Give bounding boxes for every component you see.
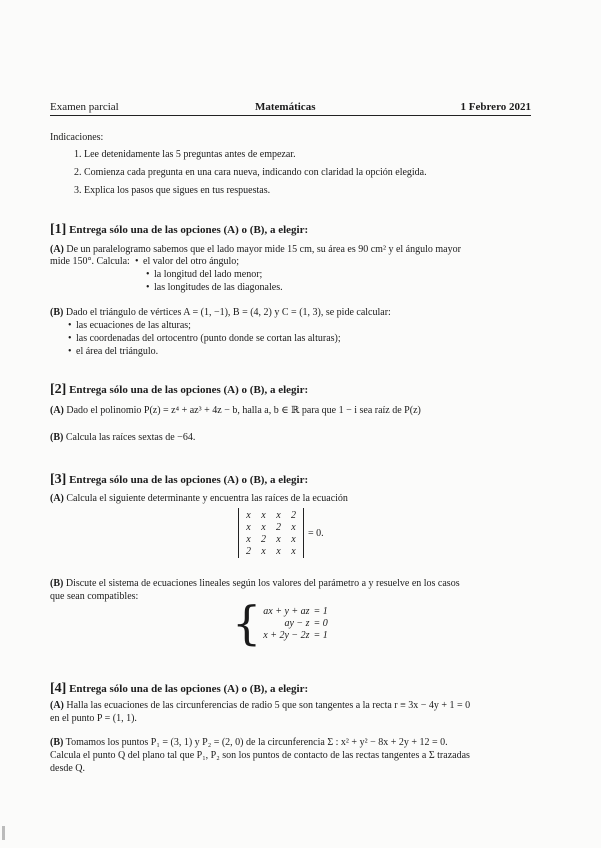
q1-option-a-line2: mide 150°. Calcula: xyxy=(50,256,130,267)
q3-option-a xyxy=(50,492,348,505)
option-label: (A) xyxy=(50,244,64,255)
equation-rhs: = 0. xyxy=(308,527,324,539)
option-label: (B) xyxy=(50,737,64,748)
option-text: Calcula las raíces sextas de −64. xyxy=(65,432,196,443)
q2-option-b xyxy=(50,431,195,444)
linear-system xyxy=(232,596,330,650)
q2-option-a xyxy=(50,404,421,417)
option-text: Dado el triángulo de vértices A = (1, −1), B = (4, 2) y C = (1, 3), se pide calcular: xyxy=(65,307,391,318)
system-brace: { xyxy=(232,596,262,650)
option-text: Dado el polinomio P(z) = z⁴ + az³ + 4z − b, halla a, b ∈ ℝ para que 1 − i sea raíz de P(z) xyxy=(66,405,421,416)
option-text: Calcula el siguiente determinante y encuentra las raíces de la ecuación xyxy=(66,493,348,504)
question-instruction: Entrega sólo una de las opciones (A) o (B), a elegir: xyxy=(69,683,309,695)
question-instruction: Entrega sólo una de las opciones (A) o (B), a elegir: xyxy=(69,384,309,396)
question-number: [4] xyxy=(50,681,67,696)
q1-b-item: • las ecuaciones de las alturas; xyxy=(68,319,191,332)
q1-a-item: • las longitudes de las diagonales. xyxy=(146,281,283,294)
instruction-item: 2. Comienza cada pregunta en una cara nueva, indicando con claridad la opción elegida. xyxy=(74,167,427,178)
question-instruction: Entrega sólo una de las opciones (A) o (B), a elegir: xyxy=(69,474,309,486)
header-right: 1 Febrero 2021 xyxy=(460,101,531,113)
q3-option-b-line1 xyxy=(50,577,460,590)
q4-option-b-line1 xyxy=(50,736,448,749)
question-1-heading xyxy=(50,222,308,238)
option-label: (A) xyxy=(50,405,64,416)
question-4-heading xyxy=(50,681,308,697)
question-number: [2] xyxy=(50,382,67,397)
q1-a-item: • el valor del otro ángulo; xyxy=(135,255,239,268)
option-text: Halla las ecuaciones de las circunferencias de radio 5 que son tangentes a la recta r ≡ 3x − 4y + 1 = 0 xyxy=(66,700,471,711)
instruction-item: 1. Lee detenidamente las 5 preguntas antes de empezar. xyxy=(74,149,296,160)
header-rule xyxy=(50,115,531,116)
question-number: [3] xyxy=(50,472,67,487)
option-label: (B) xyxy=(50,578,64,589)
q1-b-item: • las coordenadas del ortocentro (punto donde se cortan las alturas); xyxy=(68,332,341,345)
q1-b-item: • el área del triángulo. xyxy=(68,345,158,358)
q3-option-b-line2: que sean compatibles: xyxy=(50,591,139,602)
scan-mark xyxy=(2,826,5,840)
q1-option-b-line1 xyxy=(50,306,391,319)
header-left: Examen parcial xyxy=(50,101,119,113)
option-text: Tomamos los puntos P₁ = (3, 1) y P₂ = (2, 0) de la circunferencia Σ : x² + y² − 8x + 2y + 12 = 0. xyxy=(65,737,448,748)
determinant-equation xyxy=(238,508,324,558)
header-center: Matemáticas xyxy=(255,101,316,113)
q4-option-a-line1 xyxy=(50,699,470,712)
instruction-item: 3. Explica los pasos que sigues en tus respuestas. xyxy=(74,185,271,196)
option-label: (A) xyxy=(50,700,64,711)
question-number: [1] xyxy=(50,222,67,237)
question-instruction: Entrega sólo una de las opciones (A) o (B), a elegir: xyxy=(69,224,309,236)
question-2-heading xyxy=(50,382,308,398)
option-label: (B) xyxy=(50,432,64,443)
option-text: De un paralelogramo sabemos que el lado mayor mide 15 cm, su área es 90 cm² y el ángulo mayor xyxy=(66,244,461,255)
q4-option-b-line2: Calcula el punto Q del plano tal que P₁, P₂ son los puntos de contacto de las rectas tangentes a Σ trazadas xyxy=(50,750,470,761)
q1-a-item: • la longitud del lado menor; xyxy=(146,268,262,281)
option-label: (A) xyxy=(50,493,64,504)
q4-option-b-line3: desde Q. xyxy=(50,763,85,774)
question-3-heading xyxy=(50,472,308,488)
system-equations: ax + y + az = 1 ay − z = 0 x + 2y − 2z = 1 xyxy=(263,605,328,641)
option-label: (B) xyxy=(50,307,64,318)
determinant-matrix: x x x 2 x x 2 x x 2 x x 2 x x x xyxy=(238,508,304,558)
option-text: Discute el sistema de ecuaciones lineales según los valores del parámetro a y resuelve en los casos xyxy=(65,578,460,589)
instructions-title: Indicaciones: xyxy=(50,132,104,143)
q4-option-a-line2: en el punto P = (1, 1). xyxy=(50,713,137,724)
